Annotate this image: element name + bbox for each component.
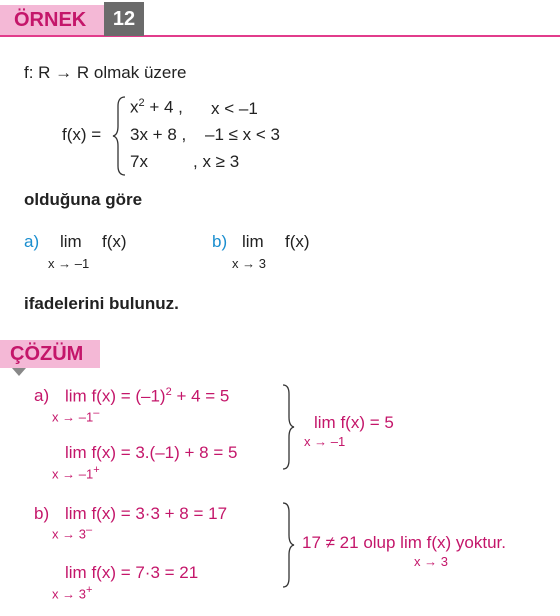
piecewise-brace: [112, 96, 128, 176]
solution-b2-equation: lim f(x) = 7·3 = 21: [65, 563, 199, 582]
part-a-lim: lim: [60, 232, 82, 251]
case2-expression: 3x + 8 ,: [130, 125, 187, 144]
part-b-label: b): [212, 232, 228, 251]
case1-condition: x < –1: [211, 99, 258, 118]
part-b-fx: f(x): [285, 232, 310, 251]
case2-condition: –1 ≤ x < 3: [205, 125, 281, 144]
solution-pointer-icon: [12, 368, 26, 376]
case3-condition: , x ≥ 3: [193, 152, 240, 171]
solution-a-label: a): [34, 386, 50, 405]
solution-a1-subscript: x → –1–: [52, 407, 100, 425]
part-a-label: a): [24, 232, 40, 251]
solution-b-brace: [282, 502, 296, 588]
part-a-fx: f(x): [102, 232, 127, 251]
solution-label-box: [0, 340, 100, 368]
solution-a-result-subscript: x → –1: [304, 434, 346, 449]
solution-b1-subscript: x → 3–: [52, 524, 93, 542]
given-text: olduğuna göre: [24, 190, 143, 209]
case1-expression: $x^2 + 4$ ,: [130, 97, 183, 117]
solution-b-label: b): [34, 504, 50, 523]
solution-b2-subscript: x → 3+: [52, 584, 93, 602]
solution-a2-equation: lim f(x) = 3.(–1) + 8 = 5: [65, 443, 238, 462]
problem-intro: f: R → R olmak üzere: [24, 63, 187, 82]
example-number: 12: [104, 2, 144, 36]
solution-title: ÇÖZÜM: [10, 343, 84, 365]
example-label-box: [0, 5, 104, 35]
part-b-subscript: x → 3: [232, 256, 266, 271]
example-label: ÖRNEK: [14, 9, 87, 31]
solution-b-result-subscript: x → 3: [414, 554, 448, 569]
task-text: ifadelerini bulunuz.: [24, 294, 179, 313]
part-a-subscript: x → –1: [48, 256, 90, 271]
case3-expression: 7x: [130, 152, 148, 171]
solution-a-brace: [282, 384, 296, 470]
solution-a-result: lim f(x) = 5: [314, 413, 394, 432]
function-lhs: f(x) =: [62, 125, 102, 144]
solution-b1-equation: lim f(x) = 3·3 + 8 = 17: [65, 504, 228, 523]
solution-b-result: 17 ≠ 21 olup lim f(x) yoktur.: [302, 533, 506, 552]
solution-a2-subscript: x → –1+: [52, 464, 100, 482]
solution-a1-equation: $\lim f(x) = (-1)^2 + 4 = 5$: [65, 386, 230, 406]
part-b-lim: lim: [242, 232, 264, 251]
